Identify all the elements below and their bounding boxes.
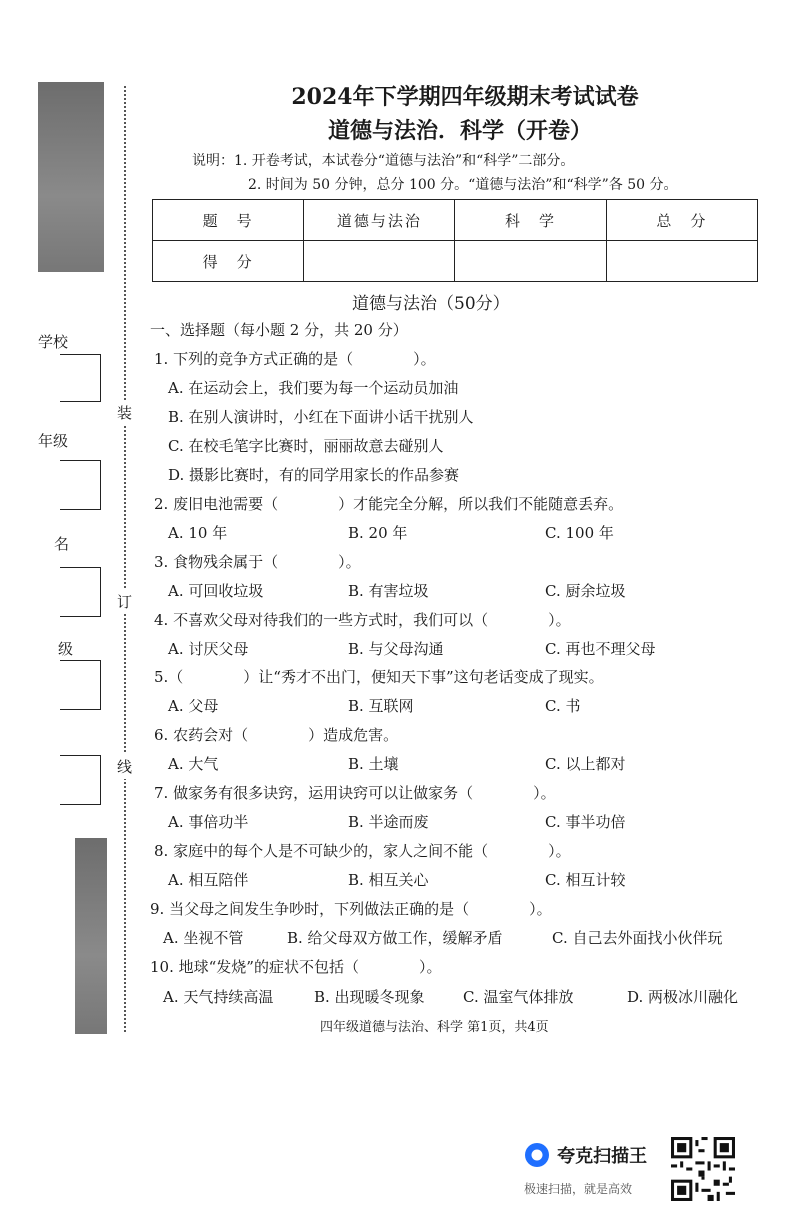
scan-shadow-bottom — [75, 838, 107, 1034]
side-label-name: 名 — [54, 535, 70, 553]
score-table — [152, 199, 758, 282]
question-option[interactable]: B. 出现暖冬现象 — [314, 988, 425, 1006]
score-cell-header-item: 题 号 — [153, 200, 304, 241]
question-option[interactable]: A. 大气 — [168, 755, 219, 773]
exam-subtitle: 道德与法治．科学（开卷） — [327, 118, 592, 144]
score-cell-header-total: 总 分 — [606, 200, 757, 241]
question-option[interactable]: C. 书 — [545, 697, 581, 715]
question-option[interactable]: B. 土壤 — [348, 755, 399, 773]
question-stem: 8. 家庭中的每个人是不可缺少的，家人之间不能（ ）。 — [154, 842, 571, 860]
question-option[interactable]: A. 在运动会上，我们要为每一个运动员加油 — [168, 379, 459, 397]
question-stem: 4. 不喜欢父母对待我们的一些方式时，我们可以（ ）。 — [154, 611, 571, 629]
question-stem: 1. 下列的竞争方式正确的是（ ）。 — [154, 350, 436, 368]
question-option[interactable]: C. 相互计较 — [545, 871, 626, 889]
scanner-logo-icon — [524, 1142, 550, 1168]
question-option[interactable]: B. 20 年 — [348, 524, 408, 542]
score-table-header-row — [153, 200, 758, 241]
question-option[interactable]: B. 互联网 — [348, 697, 414, 715]
class-field[interactable] — [60, 660, 101, 710]
binding-char-zhuang: 装 — [117, 400, 132, 425]
extra-field[interactable] — [60, 755, 101, 805]
binding-line — [124, 86, 126, 1032]
question-option[interactable]: A. 10 年 — [168, 524, 228, 542]
grade-field[interactable] — [60, 460, 101, 510]
score-cell-total[interactable] — [606, 241, 757, 282]
exam-note-2: 2. 时间为 50 分钟，总分 100 分。“道德与法治”和“科学”各 50 分。 — [248, 177, 678, 193]
qr-code-icon — [671, 1137, 735, 1201]
question-stem: 9. 当父母之间发生争吵时，下列做法正确的是（ ）。 — [150, 900, 552, 918]
question-stem: 2. 废旧电池需要（ ）才能完全分解，所以我们不能随意丢弃。 — [154, 495, 624, 513]
score-table-score-row — [153, 241, 758, 282]
question-option[interactable]: C. 厨余垃圾 — [545, 582, 626, 600]
question-option[interactable]: C. 100 年 — [545, 524, 614, 542]
question-stem: 7. 做家务有很多诀窍，运用诀窍可以让做家务（ ）。 — [154, 784, 556, 802]
question-option[interactable]: A. 天气持续高温 — [163, 988, 274, 1006]
question-stem: 5.（ ）让“秀才不出门，便知天下事”这句老话变成了现实。 — [154, 668, 604, 686]
question-option[interactable]: A. 事倍功半 — [168, 813, 249, 831]
part-title: 一、选择题（每小题 2 分，共 20 分） — [150, 321, 408, 339]
question-option[interactable]: A. 坐视不管 — [163, 929, 244, 947]
score-cell-header-moral: 道德与法治 — [304, 200, 455, 241]
binding-char-ding: 订 — [117, 589, 132, 614]
question-option[interactable]: C. 再也不理父母 — [545, 640, 656, 658]
question-option[interactable]: C. 事半功倍 — [545, 813, 626, 831]
question-option[interactable]: B. 半途而废 — [348, 813, 429, 831]
side-label-school: 学校 — [38, 333, 69, 351]
binding-char-xian: 线 — [117, 754, 132, 779]
question-option[interactable]: B. 相互关心 — [348, 871, 429, 889]
question-option[interactable]: C. 自己去外面找小伙伴玩 — [552, 929, 723, 947]
scanner-watermark — [524, 1142, 647, 1168]
score-cell-header-science: 科 学 — [455, 200, 606, 241]
question-option[interactable]: B. 在别人演讲时，小红在下面讲小话干扰别人 — [168, 408, 474, 426]
question-option[interactable]: A. 相互陪伴 — [168, 871, 249, 889]
score-cell-moral[interactable] — [304, 241, 455, 282]
question-option[interactable]: B. 与父母沟通 — [348, 640, 444, 658]
question-stem: 10. 地球“发烧”的症状不包括（ ）。 — [150, 958, 442, 976]
question-option[interactable]: C. 温室气体排放 — [463, 988, 574, 1006]
question-option[interactable]: A. 讨厌父母 — [168, 640, 249, 658]
question-option[interactable]: D. 摄影比赛时，有的同学用家长的作品参赛 — [168, 466, 460, 484]
side-label-class: 级 — [58, 640, 74, 658]
question-stem: 3. 食物残余属于（ ）。 — [154, 553, 361, 571]
question-option[interactable]: A. 父母 — [168, 697, 219, 715]
question-option[interactable]: B. 有害垃圾 — [348, 582, 429, 600]
question-option[interactable]: B. 给父母双方做工作，缓解矛盾 — [287, 929, 503, 947]
name-field[interactable] — [60, 567, 101, 617]
exam-note-1: 说明：1. 开卷考试，本试卷分“道德与法治”和“科学”二部分。 — [192, 153, 575, 169]
question-stem: 6. 农药会对（ ）造成危害。 — [154, 726, 399, 744]
section-title: 道德与法治（50分） — [352, 294, 510, 314]
school-field[interactable] — [60, 354, 101, 402]
scanner-slogan: 极速扫描，就是高效 — [524, 1182, 633, 1196]
question-option[interactable]: A. 可回收垃圾 — [168, 582, 264, 600]
question-option[interactable]: C. 在校毛笔字比赛时，丽丽故意去碰别人 — [168, 437, 444, 455]
scanner-brand: 夸克扫描王 — [557, 1146, 648, 1167]
scan-shadow-top — [38, 82, 104, 272]
question-option[interactable]: C. 以上都对 — [545, 755, 626, 773]
exam-title: 2024年下学期四年级期末考试试卷 — [291, 84, 639, 110]
question-option[interactable]: D. 两极冰川融化 — [627, 988, 739, 1006]
side-label-grade: 年级 — [38, 432, 69, 450]
page-footer: 四年级道德与法治、科学 第1页，共4页 — [320, 1020, 549, 1035]
score-cell-science[interactable] — [455, 241, 606, 282]
score-cell-label: 得 分 — [153, 241, 304, 282]
